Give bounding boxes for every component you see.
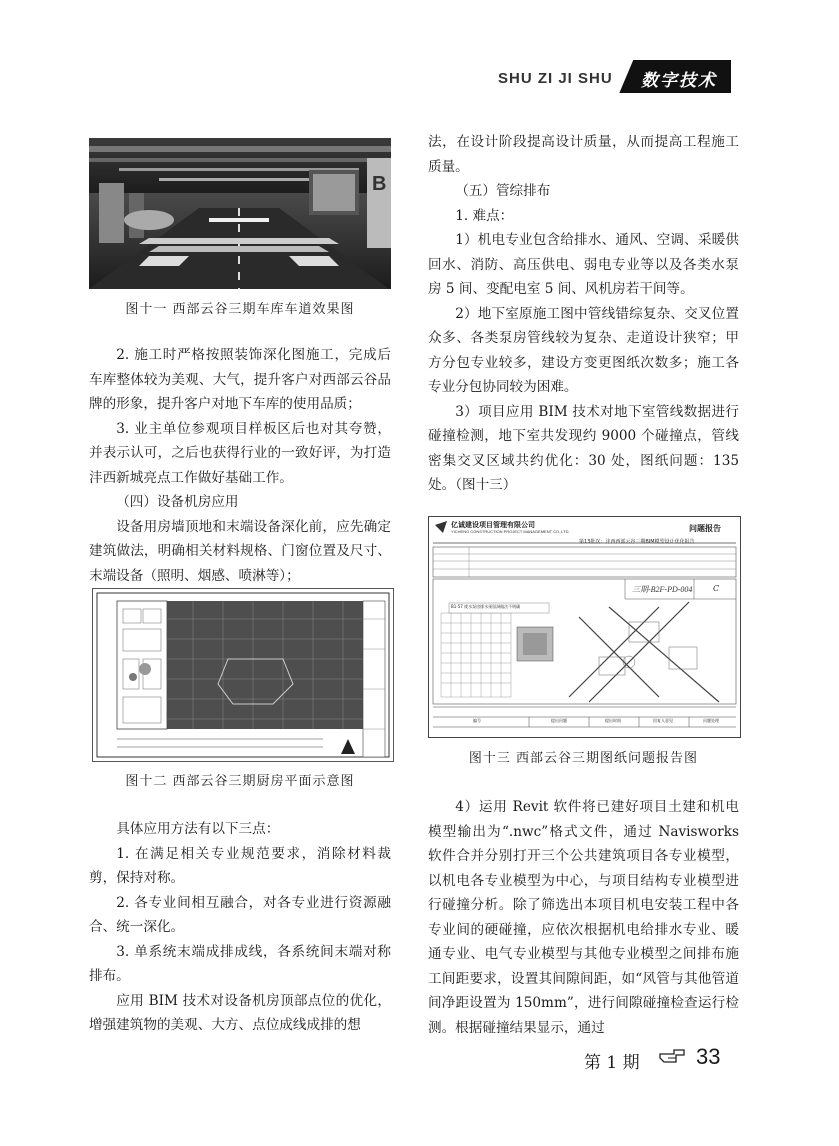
header-tab: [619, 60, 731, 93]
figure-12-caption: 图十二 西部云谷三期厨房平面示意图: [125, 774, 355, 789]
right-paragraph-4: 4）运用 Revit 软件将已建好项目土建和机电模型输出为“.nwc”格式文件，通过 Navisworks 软件合并分别打开三个公共建筑项目各专业模型，以机电各专业模型为中心，与项目结构专业模型进行碰撞分析。除了筛选出本项目机电安装工程中各专业间的硬碰撞，应依次根据机电给排水专业、暖通专业、电气专业模型与其他专业模型之间排布施工间距要求，设置其间隙间距，如“风管与其他管道间净距设置为 150mm”，进行间隙碰撞检查运行检测。根据碰撞结果显示，通过: [428, 799, 739, 1036]
right-paragraph-continued: 法，在设计阶段提高设计质量，从而提高工程施工质量。: [428, 134, 739, 175]
left-paragraph-equipment: 设备用房墙顶地和末端设备深化前，应先确定建筑做法，明确相关材料规格、门窗位置及尺寸、末端设备（照明、烟感、喷淋等）；: [89, 518, 391, 584]
figure-11-caption: 图十一 西部云谷三期车库车道效果图: [125, 302, 355, 317]
right-text-block-2: [428, 795, 739, 1040]
left-paragraph-2: 2. 施工时严格按照装饰深化图施工，完成后车库整体较为美观、大气，提升客户对西部云谷品牌的形象，提升客户对地下车库的使用品质；: [89, 347, 391, 412]
report-footer-cell: 编号: [473, 718, 481, 723]
right-paragraph-2: 2）地下室原施工图中管线错综复杂、交叉位置众多、各类泵房管线较为复杂、走道设计狭窄；甲方分包专业较多，建设方变更图纸次数多；施工各专业分包协同较为困难。: [428, 305, 739, 395]
report-footer-cell: 提出时间: [605, 718, 621, 723]
subheading-difficulties: 1. 难点：: [455, 207, 514, 224]
left-paragraph-3: 3. 业主单位参观项目样板区后也对其夸赞，并表示认可，之后也获得行业的一致好评，为打造沣西新城亮点工作做好基础工作。: [89, 420, 391, 486]
svg-text:B: B: [372, 173, 387, 195]
report-footer-cell: 提出问题: [551, 718, 567, 723]
left-paragraph-method-2: 2. 各专业间相互融合，对各专业进行资源融合、统一深化。: [89, 894, 391, 935]
left-text-block-1: [89, 343, 391, 588]
right-paragraph-3: 3）项目应用 BIM 技术对地下室管线数据进行碰撞检测，地下室共发现约 9000 个碰撞点，管线密集交叉区域共约优化：30 处，图纸问题：135 处。（图十三）: [428, 403, 739, 493]
figure-11-garage-image: [89, 138, 391, 289]
report-code: 三期-B2F-PD-004: [632, 585, 693, 594]
section-heading-4: （四）设备机房应用: [116, 494, 239, 510]
issue-label: 第 1 期: [584, 1053, 640, 1073]
report-note: B1-57 废水泵房排水预留洞做法不明确: [451, 604, 521, 609]
report-company-en: YICHENG CONSTRUCTION PROJECT MANAGEMENT CO.,LTD.: [451, 529, 570, 534]
page-number: 33: [696, 1044, 721, 1069]
report-footer-cell: 回复人意见: [653, 718, 673, 723]
section-heading-5: （五）管综排布: [455, 183, 551, 199]
report-footer-row: [433, 718, 736, 727]
left-paragraph-bim: 应用 BIM 技术对设备机房顶部点位的优化，增强建筑物的美观、大方、点位成线成排的想: [89, 992, 391, 1033]
report-title: 问题报告: [689, 524, 721, 533]
report-subtitle: 第13批次：沣西西部云谷三期BIM模型设计优化报告: [579, 539, 695, 545]
left-paragraph-methods: 具体应用方法有以下三点：: [116, 821, 280, 837]
report-footer-cell: 问题处理: [703, 718, 719, 723]
report-code-rev: C: [713, 584, 720, 593]
report-company: 亿诚建设项目管理有限公司: [451, 521, 535, 529]
right-paragraph-1: 1）机电专业包含给排水、通风、空调、采暖供回水、消防、高压供电、弱电专业等以及各类水泵房 5 间、变配电室 5 间、风机房若干间等。: [428, 232, 739, 297]
right-text-block-1: [428, 130, 739, 498]
pointing-hand-icon: [658, 1046, 686, 1071]
left-text-block-2: [89, 817, 391, 1038]
header-chinese: 数字技术: [641, 71, 717, 91]
figure-12-kitchen-plan: [92, 588, 394, 762]
left-paragraph-method-1: 1. 在满足相关专业规范要求，消除材料裁剪，保持对称。: [89, 845, 391, 886]
figure-13-caption: 图十三 西部云谷三期图纸问题报告图: [468, 751, 699, 766]
figure-13-problem-report: [428, 516, 741, 738]
left-paragraph-method-3: 3. 单系统末端成排成线，各系统间末端对称排布。: [89, 943, 391, 984]
header-latin: SHU ZI JI SHU: [498, 70, 613, 87]
